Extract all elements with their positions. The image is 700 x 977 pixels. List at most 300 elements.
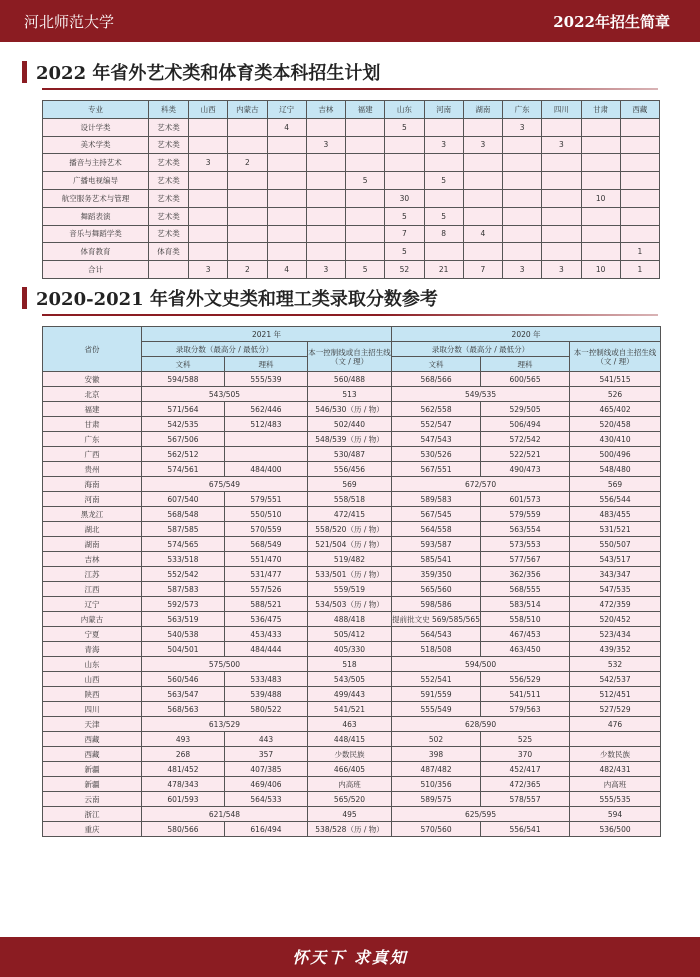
score-cell: 556/529 xyxy=(481,672,570,687)
score-cell xyxy=(225,432,308,447)
plan-cell xyxy=(542,225,581,243)
plan-cell: 播音与主持艺术 xyxy=(43,154,149,172)
score-cell: 463 xyxy=(308,717,392,732)
province-cell: 青海 xyxy=(43,642,142,657)
plan-cell xyxy=(267,136,306,154)
score-cell: 564/558 xyxy=(392,522,481,537)
score-cell xyxy=(570,732,661,747)
score-cell: 575/500 xyxy=(142,657,308,672)
score-row xyxy=(43,552,661,567)
plan-cell xyxy=(189,207,228,225)
score-cell: 569 xyxy=(570,477,661,492)
score-cell: 533/501（历 / 物） xyxy=(308,567,392,582)
plan-cell: 4 xyxy=(267,118,306,136)
score-row xyxy=(43,777,661,792)
score-cell: 543/517 xyxy=(570,552,661,567)
plan-cell xyxy=(542,243,581,261)
score-cell: 512/451 xyxy=(570,687,661,702)
plan-cell: 体育教育 xyxy=(43,243,149,261)
score-cell: 502/440 xyxy=(308,417,392,432)
plan-cell: 4 xyxy=(267,261,306,279)
plan-cell xyxy=(346,243,385,261)
plan-cell xyxy=(542,172,581,190)
province-cell: 云南 xyxy=(43,792,142,807)
plan-cell xyxy=(424,118,463,136)
score-cell: 591/559 xyxy=(392,687,481,702)
score-row xyxy=(43,537,661,552)
score-row xyxy=(43,522,661,537)
score-cell: 443 xyxy=(225,732,308,747)
score-cell: 593/587 xyxy=(392,537,481,552)
score-cell: 541/515 xyxy=(570,372,661,387)
plan-cell xyxy=(581,207,620,225)
score-cell: 570/560 xyxy=(392,822,481,837)
plan-cell xyxy=(346,154,385,172)
university-name: 河北师范大学 xyxy=(24,13,115,31)
score-cell: 547/543 xyxy=(392,432,481,447)
plan-cell: 5 xyxy=(385,243,424,261)
section-title-scores xyxy=(22,285,438,311)
score-cell: 548/480 xyxy=(570,462,661,477)
score-cell: 531/477 xyxy=(225,567,308,582)
plan-cell: 合计 xyxy=(43,261,149,279)
score-cell: 578/557 xyxy=(481,792,570,807)
score-cell: 560/546 xyxy=(142,672,225,687)
plan-cell: 3 xyxy=(463,136,502,154)
plan-cell xyxy=(463,243,502,261)
plan-cell xyxy=(228,172,267,190)
header-control-line-2020: 本一控制线或自主招生线（文 / 理） xyxy=(570,342,661,372)
plan-cell: 3 xyxy=(424,136,463,154)
header-province: 省份 xyxy=(43,327,142,372)
score-cell: 少数民族 xyxy=(570,747,661,762)
score-cell: 587/585 xyxy=(142,522,225,537)
plan-cell: 3 xyxy=(306,261,345,279)
plan-cell xyxy=(346,136,385,154)
plan-cell xyxy=(306,154,345,172)
plan-cell: 10 xyxy=(581,261,620,279)
score-cell: 579/563 xyxy=(481,702,570,717)
header-like-2021: 理科 xyxy=(225,357,308,372)
plan-cell xyxy=(346,225,385,243)
plan-cell: 5 xyxy=(385,207,424,225)
plan-cell xyxy=(267,172,306,190)
score-cell: 579/551 xyxy=(225,492,308,507)
score-cell: 482/431 xyxy=(570,762,661,777)
score-cell: 574/561 xyxy=(142,462,225,477)
score-cell: 556/544 xyxy=(570,492,661,507)
score-cell: 562/446 xyxy=(225,402,308,417)
province-cell: 黑龙江 xyxy=(43,507,142,522)
plan-cell: 4 xyxy=(463,225,502,243)
score-cell: 621/548 xyxy=(142,807,308,822)
plan-cell: 10 xyxy=(581,189,620,207)
plan-cell: 艺术类 xyxy=(149,225,189,243)
plan-cell: 3 xyxy=(189,261,228,279)
score-cell: 520/452 xyxy=(570,612,661,627)
plan-cell: 3 xyxy=(189,154,228,172)
score-cell: 589/575 xyxy=(392,792,481,807)
province-cell: 天津 xyxy=(43,717,142,732)
score-cell: 556/456 xyxy=(308,462,392,477)
plan-cell xyxy=(620,189,659,207)
plan-cell: 3 xyxy=(503,261,542,279)
score-cell: 530/526 xyxy=(392,447,481,462)
province-cell: 湖北 xyxy=(43,522,142,537)
plan-cell xyxy=(503,243,542,261)
plan-cell xyxy=(463,172,502,190)
score-cell: 587/583 xyxy=(142,582,225,597)
plan-row xyxy=(43,172,660,190)
score-cell: 453/433 xyxy=(225,627,308,642)
plan-cell: 艺术类 xyxy=(149,136,189,154)
plan-cell xyxy=(306,207,345,225)
plan-cell xyxy=(581,172,620,190)
plan-cell xyxy=(306,225,345,243)
score-cell: 463/450 xyxy=(481,642,570,657)
header-wenke-2021: 文科 xyxy=(142,357,225,372)
score-row xyxy=(43,612,661,627)
province-cell: 海南 xyxy=(43,477,142,492)
province-cell: 四川 xyxy=(43,702,142,717)
doc-title: 2022年招生简章 xyxy=(553,13,670,31)
score-cell: 594/500 xyxy=(392,657,570,672)
plan-header-cell: 河南 xyxy=(424,101,463,119)
score-row xyxy=(43,717,661,732)
plan-cell: 5 xyxy=(346,172,385,190)
plan-cell xyxy=(228,225,267,243)
plan-header-cell: 专业 xyxy=(43,101,149,119)
province-cell: 吉林 xyxy=(43,552,142,567)
score-cell: 568/563 xyxy=(142,702,225,717)
plan-header-cell: 湖南 xyxy=(463,101,502,119)
province-cell: 北京 xyxy=(43,387,142,402)
score-cell: 550/510 xyxy=(225,507,308,522)
score-cell: 439/352 xyxy=(570,642,661,657)
score-cell: 567/506 xyxy=(142,432,225,447)
score-row xyxy=(43,447,661,462)
score-cell: 672/570 xyxy=(392,477,570,492)
score-cell: 536/500 xyxy=(570,822,661,837)
score-cell: 564/533 xyxy=(225,792,308,807)
plan-cell: 30 xyxy=(385,189,424,207)
score-cell: 568/555 xyxy=(481,582,570,597)
score-cell: 467/453 xyxy=(481,627,570,642)
plan-cell xyxy=(503,136,542,154)
score-cell: 555/535 xyxy=(570,792,661,807)
score-cell: 536/475 xyxy=(225,612,308,627)
score-cell: 567/551 xyxy=(392,462,481,477)
section-title-text: 2020-2021 年省外文史类和理工类录取分数参考 xyxy=(36,289,438,310)
score-cell xyxy=(225,447,308,462)
plan-header-cell: 甘肃 xyxy=(581,101,620,119)
score-cell: 573/553 xyxy=(481,537,570,552)
header-control-line-2021: 本一控制线或自主招生线（文 / 理） xyxy=(308,342,392,372)
plan-cell xyxy=(189,136,228,154)
score-cell: 526 xyxy=(570,387,661,402)
plan-cell xyxy=(620,136,659,154)
score-row xyxy=(43,657,661,672)
plan-cell xyxy=(267,154,306,172)
plan-cell xyxy=(346,207,385,225)
score-cell: 452/417 xyxy=(481,762,570,777)
score-cell: 370 xyxy=(481,747,570,762)
score-cell: 343/347 xyxy=(570,567,661,582)
score-cell: 493 xyxy=(142,732,225,747)
plan-cell xyxy=(267,189,306,207)
score-cell: 495 xyxy=(308,807,392,822)
plan-header-cell: 吉林 xyxy=(306,101,345,119)
score-cell: 556/541 xyxy=(481,822,570,837)
plan-header-cell: 山东 xyxy=(385,101,424,119)
score-cell: 552/542 xyxy=(142,567,225,582)
header-score-range-2020: 录取分数（最高分 / 最低分） xyxy=(392,342,570,357)
plan-cell: 21 xyxy=(424,261,463,279)
score-cell: 521/504（历 / 物） xyxy=(308,537,392,552)
score-cell: 572/542 xyxy=(481,432,570,447)
province-cell: 重庆 xyxy=(43,822,142,837)
score-cell: 558/510 xyxy=(481,612,570,627)
score-row xyxy=(43,492,661,507)
plan-cell: 5 xyxy=(424,172,463,190)
score-cell: 565/520 xyxy=(308,792,392,807)
plan-cell xyxy=(385,172,424,190)
plan-cell xyxy=(620,207,659,225)
score-cell: 564/543 xyxy=(392,627,481,642)
plan-cell: 3 xyxy=(503,118,542,136)
province-cell: 辽宁 xyxy=(43,597,142,612)
score-cell: 607/540 xyxy=(142,492,225,507)
score-cell: 405/330 xyxy=(308,642,392,657)
score-cell: 534/503（历 / 物） xyxy=(308,597,392,612)
header-score-range-2021: 录取分数（最高分 / 最低分） xyxy=(142,342,308,357)
score-cell: 505/412 xyxy=(308,627,392,642)
plan-cell xyxy=(424,243,463,261)
plan-cell xyxy=(189,172,228,190)
score-cell: 504/501 xyxy=(142,642,225,657)
province-cell: 内蒙古 xyxy=(43,612,142,627)
plan-header-cell: 辽宁 xyxy=(267,101,306,119)
score-cell: 577/567 xyxy=(481,552,570,567)
score-row xyxy=(43,402,661,417)
plan-cell xyxy=(385,154,424,172)
plan-cell: 5 xyxy=(346,261,385,279)
province-cell: 江西 xyxy=(43,582,142,597)
score-cell: 510/356 xyxy=(392,777,481,792)
plan-cell xyxy=(228,118,267,136)
plan-cell xyxy=(228,207,267,225)
plan-cell xyxy=(503,154,542,172)
plan-cell: 音乐与舞蹈学类 xyxy=(43,225,149,243)
plan-cell xyxy=(581,243,620,261)
score-cell: 555/539 xyxy=(225,372,308,387)
score-cell: 546/530（历 / 物） xyxy=(308,402,392,417)
plan-cell: 艺术类 xyxy=(149,118,189,136)
score-cell: 522/521 xyxy=(481,447,570,462)
plan-cell: 设计学类 xyxy=(43,118,149,136)
plan-cell: 2 xyxy=(228,154,267,172)
score-table xyxy=(42,326,661,837)
score-cell: 506/494 xyxy=(481,417,570,432)
plan-cell xyxy=(385,136,424,154)
score-cell: 430/410 xyxy=(570,432,661,447)
score-cell: 559/519 xyxy=(308,582,392,597)
score-cell: 552/547 xyxy=(392,417,481,432)
score-cell: 543/505 xyxy=(308,672,392,687)
plan-cell xyxy=(346,118,385,136)
score-row xyxy=(43,417,661,432)
score-cell: 563/554 xyxy=(481,522,570,537)
score-cell: 542/537 xyxy=(570,672,661,687)
plan-table xyxy=(42,100,660,279)
plan-row xyxy=(43,118,660,136)
score-cell: 558/520（历 / 物） xyxy=(308,522,392,537)
province-cell: 新疆 xyxy=(43,777,142,792)
province-cell: 浙江 xyxy=(43,807,142,822)
plan-cell xyxy=(346,189,385,207)
plan-cell xyxy=(620,172,659,190)
score-cell: 530/487 xyxy=(308,447,392,462)
score-cell: 少数民族 xyxy=(308,747,392,762)
plan-total-row xyxy=(43,261,660,279)
score-cell: 448/415 xyxy=(308,732,392,747)
plan-cell xyxy=(542,118,581,136)
score-cell: 533/483 xyxy=(225,672,308,687)
plan-cell: 艺术类 xyxy=(149,172,189,190)
score-cell: 512/483 xyxy=(225,417,308,432)
score-cell: 478/343 xyxy=(142,777,225,792)
score-cell: 548/539（历 / 物） xyxy=(308,432,392,447)
score-cell: 601/593 xyxy=(142,792,225,807)
score-row xyxy=(43,687,661,702)
score-cell: 465/402 xyxy=(570,402,661,417)
plan-cell: 52 xyxy=(385,261,424,279)
province-cell: 宁夏 xyxy=(43,627,142,642)
score-cell: 488/418 xyxy=(308,612,392,627)
score-cell: 580/566 xyxy=(142,822,225,837)
plan-cell xyxy=(581,154,620,172)
plan-row xyxy=(43,189,660,207)
plan-cell: 艺术类 xyxy=(149,189,189,207)
score-cell: 502 xyxy=(392,732,481,747)
plan-cell xyxy=(149,261,189,279)
province-cell: 广东 xyxy=(43,432,142,447)
plan-cell xyxy=(620,154,659,172)
score-cell: 499/443 xyxy=(308,687,392,702)
plan-header-cell: 山西 xyxy=(189,101,228,119)
score-cell: 574/565 xyxy=(142,537,225,552)
title-marker xyxy=(22,287,27,309)
score-cell: 569 xyxy=(308,477,392,492)
plan-cell xyxy=(228,136,267,154)
score-cell: 提前批文史 569/585/565 xyxy=(392,612,481,627)
score-row xyxy=(43,597,661,612)
score-cell: 571/564 xyxy=(142,402,225,417)
plan-cell: 1 xyxy=(620,243,659,261)
score-cell: 内高班 xyxy=(308,777,392,792)
score-cell: 547/535 xyxy=(570,582,661,597)
plan-cell xyxy=(463,118,502,136)
plan-cell xyxy=(620,225,659,243)
footer-bar xyxy=(0,937,700,977)
score-row xyxy=(43,567,661,582)
score-cell: 567/545 xyxy=(392,507,481,522)
score-cell: 600/565 xyxy=(481,372,570,387)
plan-cell xyxy=(424,154,463,172)
plan-cell: 8 xyxy=(424,225,463,243)
score-row xyxy=(43,627,661,642)
score-cell: 357 xyxy=(225,747,308,762)
score-row xyxy=(43,747,661,762)
divider xyxy=(42,88,658,90)
plan-cell xyxy=(503,207,542,225)
score-cell: 407/385 xyxy=(225,762,308,777)
score-cell: 549/535 xyxy=(392,387,570,402)
plan-cell: 艺术类 xyxy=(149,154,189,172)
plan-row xyxy=(43,207,660,225)
plan-cell xyxy=(228,243,267,261)
score-cell: 542/535 xyxy=(142,417,225,432)
province-cell: 江苏 xyxy=(43,567,142,582)
score-cell: 483/455 xyxy=(570,507,661,522)
score-cell: 613/529 xyxy=(142,717,308,732)
score-cell: 541/511 xyxy=(481,687,570,702)
score-cell: 532 xyxy=(570,657,661,672)
plan-cell xyxy=(581,225,620,243)
score-cell: 525 xyxy=(481,732,570,747)
score-cell: 594 xyxy=(570,807,661,822)
plan-cell xyxy=(463,154,502,172)
score-cell: 588/521 xyxy=(225,597,308,612)
plan-row xyxy=(43,243,660,261)
score-cell: 616/494 xyxy=(225,822,308,837)
title-marker xyxy=(22,61,27,83)
score-cell: 550/507 xyxy=(570,537,661,552)
province-cell: 湖南 xyxy=(43,537,142,552)
plan-cell: 3 xyxy=(542,261,581,279)
score-cell: 625/595 xyxy=(392,807,570,822)
plan-header-cell: 内蒙古 xyxy=(228,101,267,119)
score-cell: 472/415 xyxy=(308,507,392,522)
score-cell: 359/350 xyxy=(392,567,481,582)
plan-cell xyxy=(267,225,306,243)
score-cell: 472/359 xyxy=(570,597,661,612)
plan-cell xyxy=(189,225,228,243)
header-bar xyxy=(0,0,700,42)
score-cell: 487/482 xyxy=(392,762,481,777)
score-row xyxy=(43,477,661,492)
score-cell: 484/400 xyxy=(225,462,308,477)
plan-cell xyxy=(542,189,581,207)
plan-header-cell: 广东 xyxy=(503,101,542,119)
score-cell: 585/541 xyxy=(392,552,481,567)
province-cell: 山西 xyxy=(43,672,142,687)
divider xyxy=(42,314,658,316)
score-row xyxy=(43,822,661,837)
plan-cell: 广播电视编导 xyxy=(43,172,149,190)
score-cell: 570/559 xyxy=(225,522,308,537)
plan-cell xyxy=(581,136,620,154)
score-cell: 580/522 xyxy=(225,702,308,717)
plan-cell: 3 xyxy=(542,136,581,154)
plan-header-cell: 福建 xyxy=(346,101,385,119)
score-cell: 565/560 xyxy=(392,582,481,597)
score-row xyxy=(43,807,661,822)
score-cell: 563/547 xyxy=(142,687,225,702)
score-cell: 539/488 xyxy=(225,687,308,702)
plan-cell: 7 xyxy=(385,225,424,243)
plan-cell xyxy=(306,189,345,207)
